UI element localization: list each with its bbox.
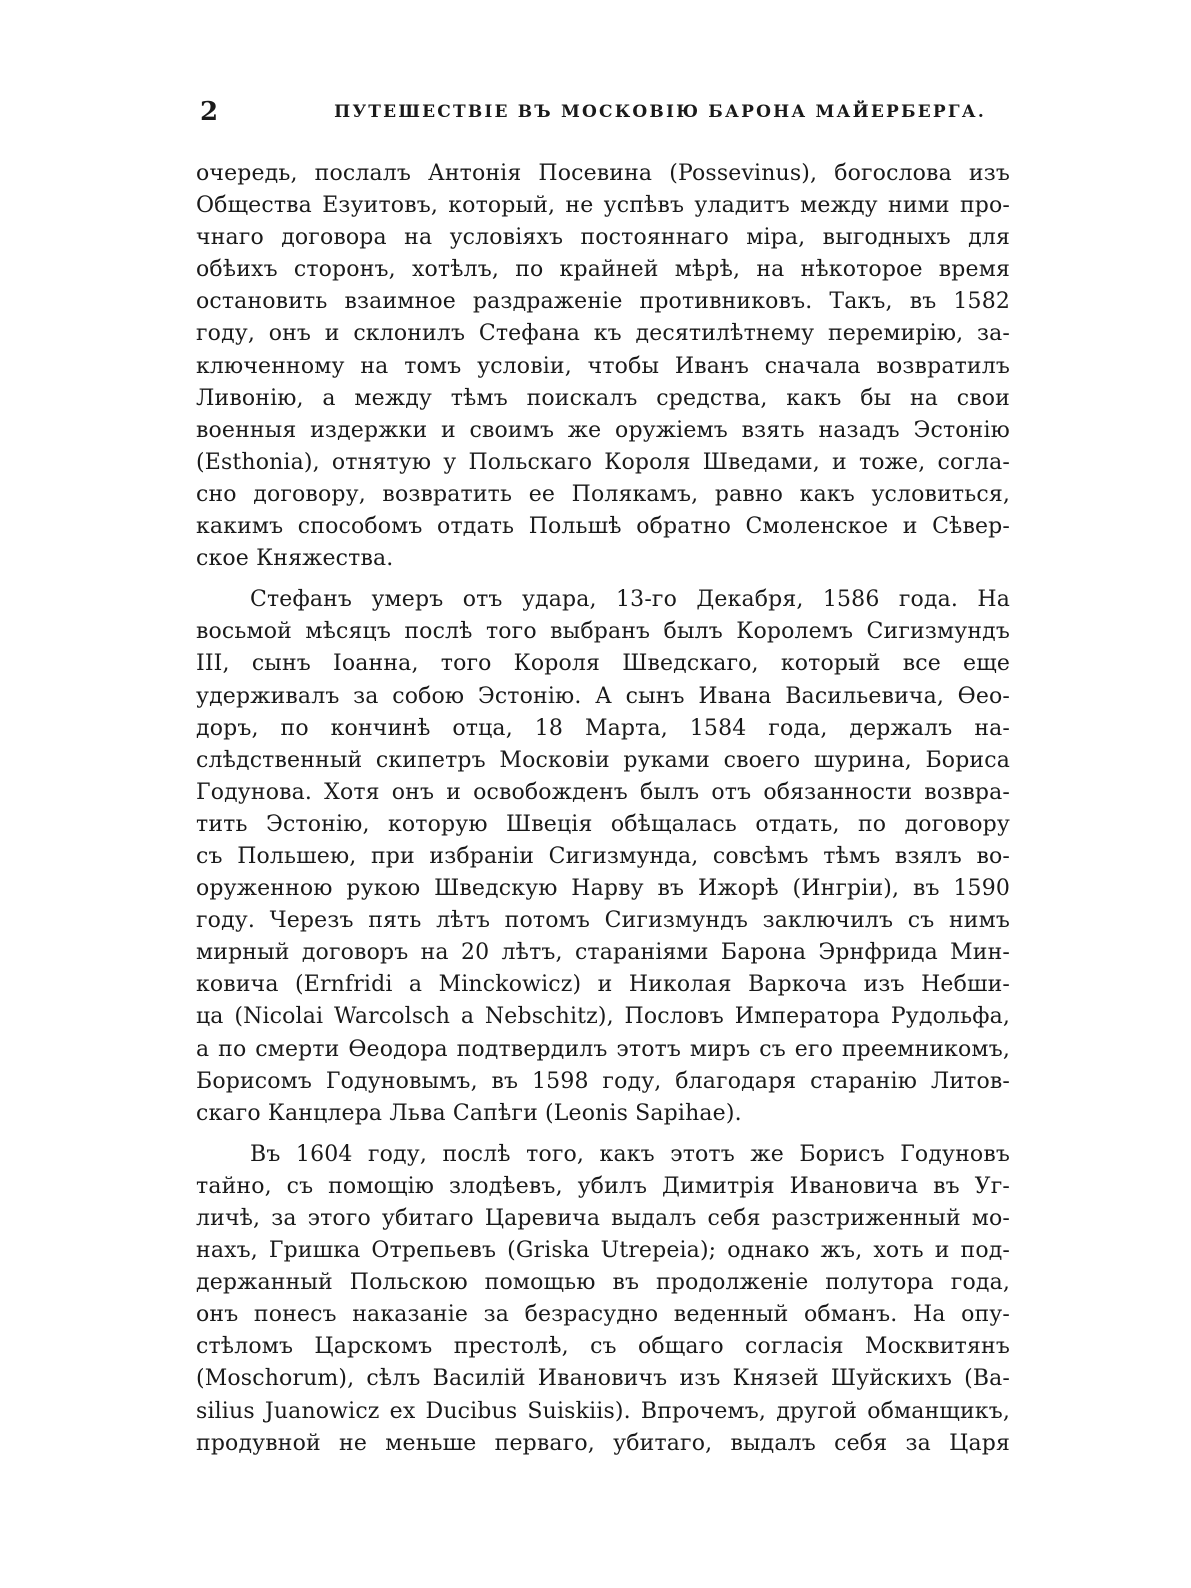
body-text: [196, 158, 1010, 1460]
text-line: оруженною рукою Шведскую Нарву въ Ижорѣ (Ингріи), въ 1590: [196, 876, 1010, 902]
text-line: военныя издержки и своимъ же оружіемъ взять назадъ Эстонію: [196, 417, 1010, 443]
text-line: личѣ, за этого убитаго Царевича выдалъ себя разстриженный мо-: [196, 1206, 1010, 1231]
text-line: Въ 1604 году, послѣ того, какъ этотъ же Борисъ Годуновъ: [250, 1141, 1010, 1167]
text-line: ключенному на томъ условіи, чтобы Иванъ сначала возвратилъ: [196, 353, 1010, 379]
paragraph-3: [196, 1139, 1010, 1460]
text-line: тайно, съ помощію злодѣевъ, убилъ Димитрія Ивановича въ Уг-: [196, 1173, 1010, 1199]
text-line: какимъ способомъ отдать Польшѣ обратно Смоленское и Сѣвер-: [196, 514, 1010, 540]
text-line: слѣдственный скипетръ Московіи руками своего шурина, Бориса: [196, 747, 1010, 773]
text-line: сно договору, возвратить ее Полякамъ, равно какъ условиться,: [196, 481, 1010, 507]
text-line: Борисомъ Годуновымъ, въ 1598 году, благодаря старанію Литов-: [196, 1068, 1010, 1094]
text-line: Общества Езуитовъ, который, не успѣвъ уладитъ между ними про-: [196, 193, 1010, 219]
text-line: стѣломъ Царскомъ престолѣ, съ общаго согласія Москвитянъ: [196, 1334, 1010, 1360]
paragraph-2: [196, 584, 1010, 1130]
text-line: Годунова. Хотя онъ и освобожденъ былъ отъ обязанности возвра-: [196, 779, 1010, 805]
text-line: обѣихъ сторонъ, хотѣлъ, по крайней мѣрѣ, на нѣкоторое время: [196, 257, 1010, 283]
text-line: ковича (Ernfridi a Minckowicz) и Николая Варкоча изъ Небши-: [196, 972, 1010, 998]
running-head: [200, 96, 1010, 128]
text-line: продувной не меньше перваго, убитаго, выдалъ себя за Царя: [196, 1430, 1010, 1456]
text-line: году, онъ и склонилъ Стефана къ десятилѣтнему перемирію, за-: [196, 321, 1010, 347]
paragraph-1: [196, 158, 1010, 575]
text-line: (Esthonia), отнятую у Польскаго Короля Шведами, и тоже, согла-: [196, 449, 1010, 475]
text-line: silius Juanowicz ex Ducibus Suiskiis). Впрочемъ, другой обманщикъ,: [196, 1398, 1010, 1424]
text-line: очередь, послалъ Антонія Посевина (Possevinus), богослова изъ: [196, 161, 1010, 186]
text-line: году. Черезъ пять лѣтъ потомъ Сигизмундъ заключилъ съ нимъ: [196, 908, 1010, 934]
text-line: съ Польшею, при избраніи Сигизмунда, совсѣмъ тѣмъ взялъ во-: [196, 843, 1010, 869]
text-line: чнаго договора на условіяхъ постояннаго міра, выгодныхъ для: [196, 225, 1010, 251]
text-line: Ливонію, а между тѣмъ поискалъ средства, какъ бы на свои: [196, 385, 1010, 411]
text-line: тить Эстонію, которую Швеція обѣщалась отдать, по договору: [196, 811, 1010, 837]
running-title: ПУТЕШЕСТВІЕ ВЪ МОСКОВІЮ БАРОНА МАЙЕРБЕРГА.: [334, 102, 986, 122]
text-line: а по смерти Ѳеодора подтвердилъ этотъ миръ съ его преемникомъ,: [196, 1036, 1010, 1062]
text-line: мирный договоръ на 20 лѣтъ, стараніями Барона Эрнфрида Мин-: [196, 940, 1010, 966]
text-line: восьмой мѣсяцъ послѣ того выбранъ былъ Королемъ Сигизмундъ: [196, 619, 1010, 645]
text-line: удерживалъ за собою Эстонію. А сынъ Ивана Васильевича, Ѳео-: [196, 683, 1010, 709]
text-line: держанный Польскою помощью въ продолженіе полутора года,: [196, 1270, 1010, 1296]
text-line: остановить взаимное раздраженіе противниковъ. Такъ, въ 1582: [196, 289, 1010, 315]
text-line: Стефанъ умеръ отъ удара, 13-го Декабря, 1586 года. На: [250, 587, 1010, 613]
text-line: нахъ, Гришка Отрепьевъ (Griska Utrepeia); однако жъ, хоть и под-: [196, 1238, 1010, 1264]
text-line: ское Княжества.: [196, 546, 394, 572]
text-line: доръ, по кончинѣ отца, 18 Марта, 1584 года, держалъ на-: [196, 715, 1010, 741]
text-line: онъ понесъ наказаніе за безрасудно веденный обманъ. На опу-: [196, 1302, 1010, 1328]
text-line: III, сынъ Іоанна, того Короля Шведскаго, который все еще: [196, 651, 1010, 677]
text-line: ца (Nicolai Warcolsch a Nebschitz), Пословъ Императора Рудольфа,: [196, 1004, 1010, 1030]
page-number: 2: [200, 97, 219, 127]
text-line: скаго Канцлера Льва Сапѣги (Leonis Sapihae).: [196, 1100, 742, 1126]
text-line: (Moschorum), сѣлъ Василій Ивановичъ изъ Князей Шуйскихъ (Ba-: [196, 1366, 1010, 1392]
